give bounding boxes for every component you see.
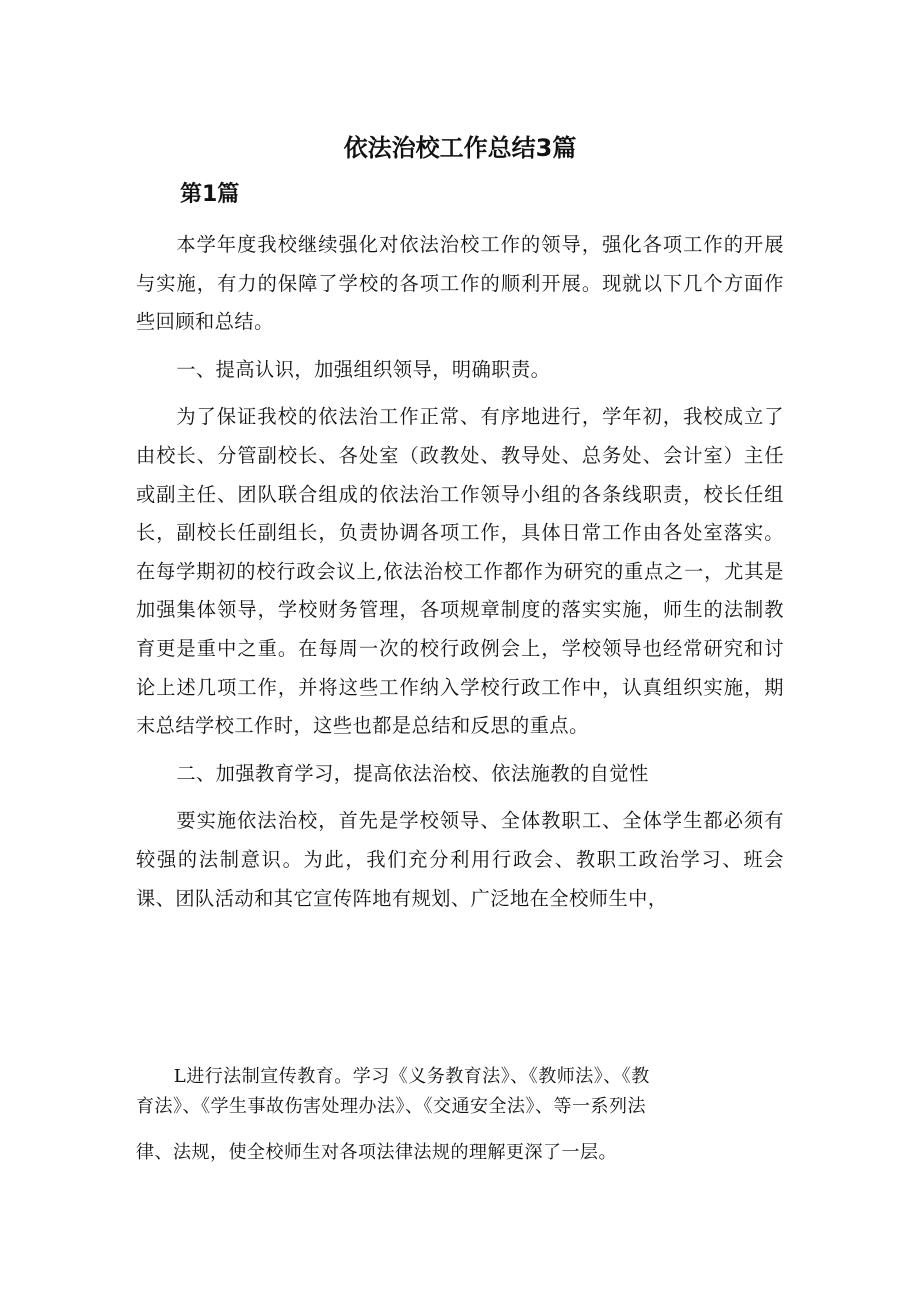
tail-line: L进行法制宣传教育。学习《义务教育法》、《教师法》、《教 xyxy=(173,1066,650,1087)
document-tail xyxy=(136,1062,784,1168)
document-title: 依法治校工作总结3篇 xyxy=(343,134,577,162)
paragraph-heading-two: 二、加强教育学习，提高依法治校、依法施教的自觉性 xyxy=(176,761,649,785)
paragraph-education: 要实施依法治校，首先是学校领导、全体教职工、全体学生都必须有较强的法制意识。为此，我们充分利用行政会、教职工政治学习、班会课、团队活动和其它宣传阵地有规划、广泛地在全校师生中， xyxy=(136,809,784,910)
tail-line: 律、法规，使全校师生对各项法律法规的理解更深了一层。 xyxy=(136,1142,617,1163)
paragraph-heading-one: 一、提高认识，加强组织领导，明确职责。 xyxy=(176,357,551,381)
document-body xyxy=(136,226,784,927)
section-heading: 第1篇 xyxy=(180,182,240,207)
tail-line: 育法》、《学生事故伤害处理办法》、《交通安全法》、等一系列法 xyxy=(136,1096,646,1117)
paragraph-organization: 为了保证我校的依法治工作正常、有序地进行，学年初，我校成立了由校长、分管副校长、各处室（政教处、教导处、总务处、会计室）主任或副主任、团队联合组成的依法治工作领导小组的各条线职责，校长任组长，副校长任副组长，负责协调各项工作，具体日常工作由各处室落实。在每学期初的校行政会议上,依法治校工作都作为研究的重点之一，尤其是加强集体领导，学校财务管理，各项规章制度的落实实施，师生的法制教育更是重中之重。在每周一次的校行政例会上，学校领导也经常研究和讨论上述几项工作，并将这些工作纳入学校行政工作中，认真组织实施，期末总结学校工作时，这些也都是总结和反思的重点。 xyxy=(136,405,784,738)
paragraph-intro: 本学年度我校继续强化对依法治校工作的领导，强化各项工作的开展与实施，有力的保障了学校的各项工作的顺利开展。现就以下几个方面作些回顾和总结。 xyxy=(136,233,784,334)
